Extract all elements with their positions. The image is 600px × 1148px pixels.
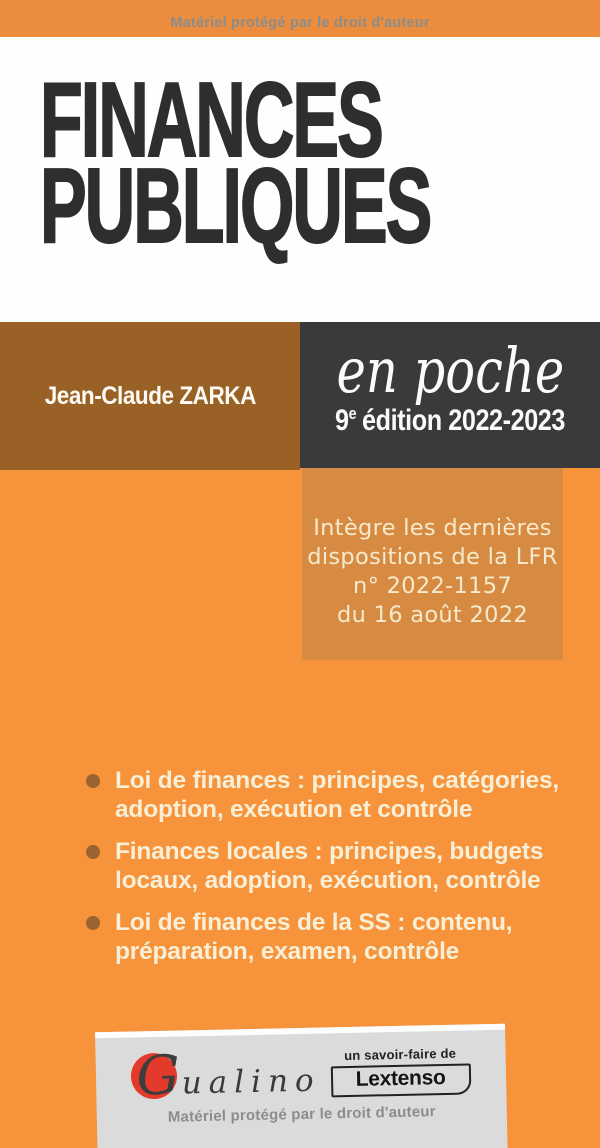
bullet-icon — [86, 845, 100, 859]
lfr-line3: n° 2022-1157 — [353, 573, 512, 599]
lfr-highlight-box — [302, 468, 563, 660]
topic1-line2: adoption, exécution et contrôle — [115, 796, 473, 823]
topic2-line2: locaux, adoption, exécution, contrôle — [115, 867, 541, 894]
topic-item — [86, 908, 572, 966]
author-box — [0, 322, 300, 470]
title-zone — [0, 37, 600, 322]
copyright-banner-top-text: Matériel protégé par le droit d'auteur — [170, 15, 430, 31]
topic-text — [115, 837, 543, 895]
topic1-line1: Loi de finances : principes, catégories, — [115, 767, 560, 794]
edition-number: 9 — [335, 404, 349, 437]
lextenso-logo — [330, 1045, 471, 1097]
copyright-banner-bottom-text: Matériel protégé par le droit d'auteur — [167, 1103, 436, 1126]
book-title-line1: FINANCES — [40, 61, 382, 179]
bullet-icon — [86, 916, 100, 930]
gualino-logo — [131, 1043, 321, 1108]
topics-list — [86, 766, 572, 979]
collection-box — [300, 322, 600, 468]
topic-text — [115, 766, 559, 824]
lfr-line4: du 16 août 2022 — [336, 602, 529, 628]
topic3-line1: Loi de finances de la SS : contenu, — [115, 909, 513, 936]
lextenso-tagline: un savoir-faire de — [343, 1045, 457, 1063]
collection-name: en poche — [336, 334, 564, 407]
gualino-logo-text: ualino — [181, 1062, 321, 1102]
edition-line — [324, 404, 576, 438]
topic-item — [86, 766, 572, 824]
lextenso-brand: Lextenso — [355, 1065, 446, 1091]
edition-ordinal: e — [348, 404, 357, 423]
gualino-logo-g: G — [135, 1043, 181, 1108]
topic-item — [86, 837, 572, 895]
publisher-logos — [95, 1043, 506, 1108]
topic3-line2: préparation, examen, contrôle — [115, 938, 460, 965]
lextenso-box — [330, 1063, 471, 1097]
book-title — [40, 61, 431, 265]
author-name: Jean-Claude ZARKA — [44, 381, 256, 410]
edition-text: édition 2022-2023 — [362, 404, 565, 437]
bullet-icon — [86, 774, 100, 788]
lfr-line1: Intègre les dernières — [313, 515, 552, 541]
book-title-line2: PUBLIQUES — [40, 147, 431, 265]
publisher-plate — [95, 1024, 508, 1148]
copyright-banner-top — [0, 0, 600, 37]
lfr-line2: dispositions de la LFR — [307, 544, 558, 570]
topic2-line1: Finances locales : principes, budgets — [115, 838, 544, 865]
topic-text — [115, 908, 512, 966]
